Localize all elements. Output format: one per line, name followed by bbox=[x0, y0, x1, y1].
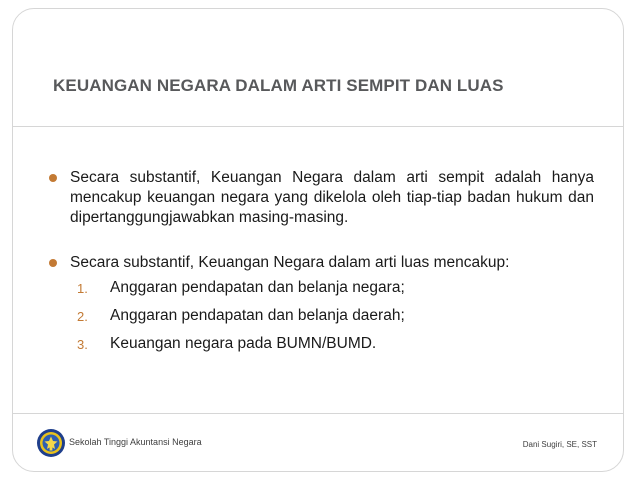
slide-title: KEUANGAN NEGARA DALAM ARTI SEMPIT DAN LUAS bbox=[53, 76, 504, 95]
bullet-item bbox=[48, 168, 594, 228]
bullet-marker bbox=[49, 259, 57, 267]
list-number: 3. bbox=[77, 337, 88, 352]
bullet-text: Secara substantif, Keuangan Negara dalam arti sempit adalah hanya mencakup keuangan negara yang dikelola oleh tiap-tiap badan hukum dan dipertanggungjawabkan masing-masing. bbox=[70, 169, 594, 226]
title-divider bbox=[12, 126, 624, 127]
footer-divider bbox=[12, 413, 624, 414]
bullet-text: Secara substantif, Keuangan Negara dalam arti luas mencakup: bbox=[70, 254, 510, 271]
list-number: 2. bbox=[77, 309, 88, 324]
list-number: 1. bbox=[77, 281, 88, 296]
bullet-item bbox=[48, 253, 594, 273]
list-item bbox=[48, 277, 594, 298]
footer-institution: Sekolah Tinggi Akuntansi Negara bbox=[69, 437, 202, 447]
list-item bbox=[48, 305, 594, 326]
slide-content bbox=[48, 168, 594, 361]
bullet-marker bbox=[49, 174, 57, 182]
list-item bbox=[48, 333, 594, 354]
footer-author: Dani Sugiri, SE, SST bbox=[522, 440, 597, 449]
list-item-text: Anggaran pendapatan dan belanja daerah; bbox=[110, 307, 405, 324]
numbered-list bbox=[48, 277, 594, 354]
list-item-text: Keuangan negara pada BUMN/BUMD. bbox=[110, 335, 377, 352]
list-item-text: Anggaran pendapatan dan belanja negara; bbox=[110, 279, 405, 296]
stan-emblem-icon bbox=[36, 428, 66, 458]
